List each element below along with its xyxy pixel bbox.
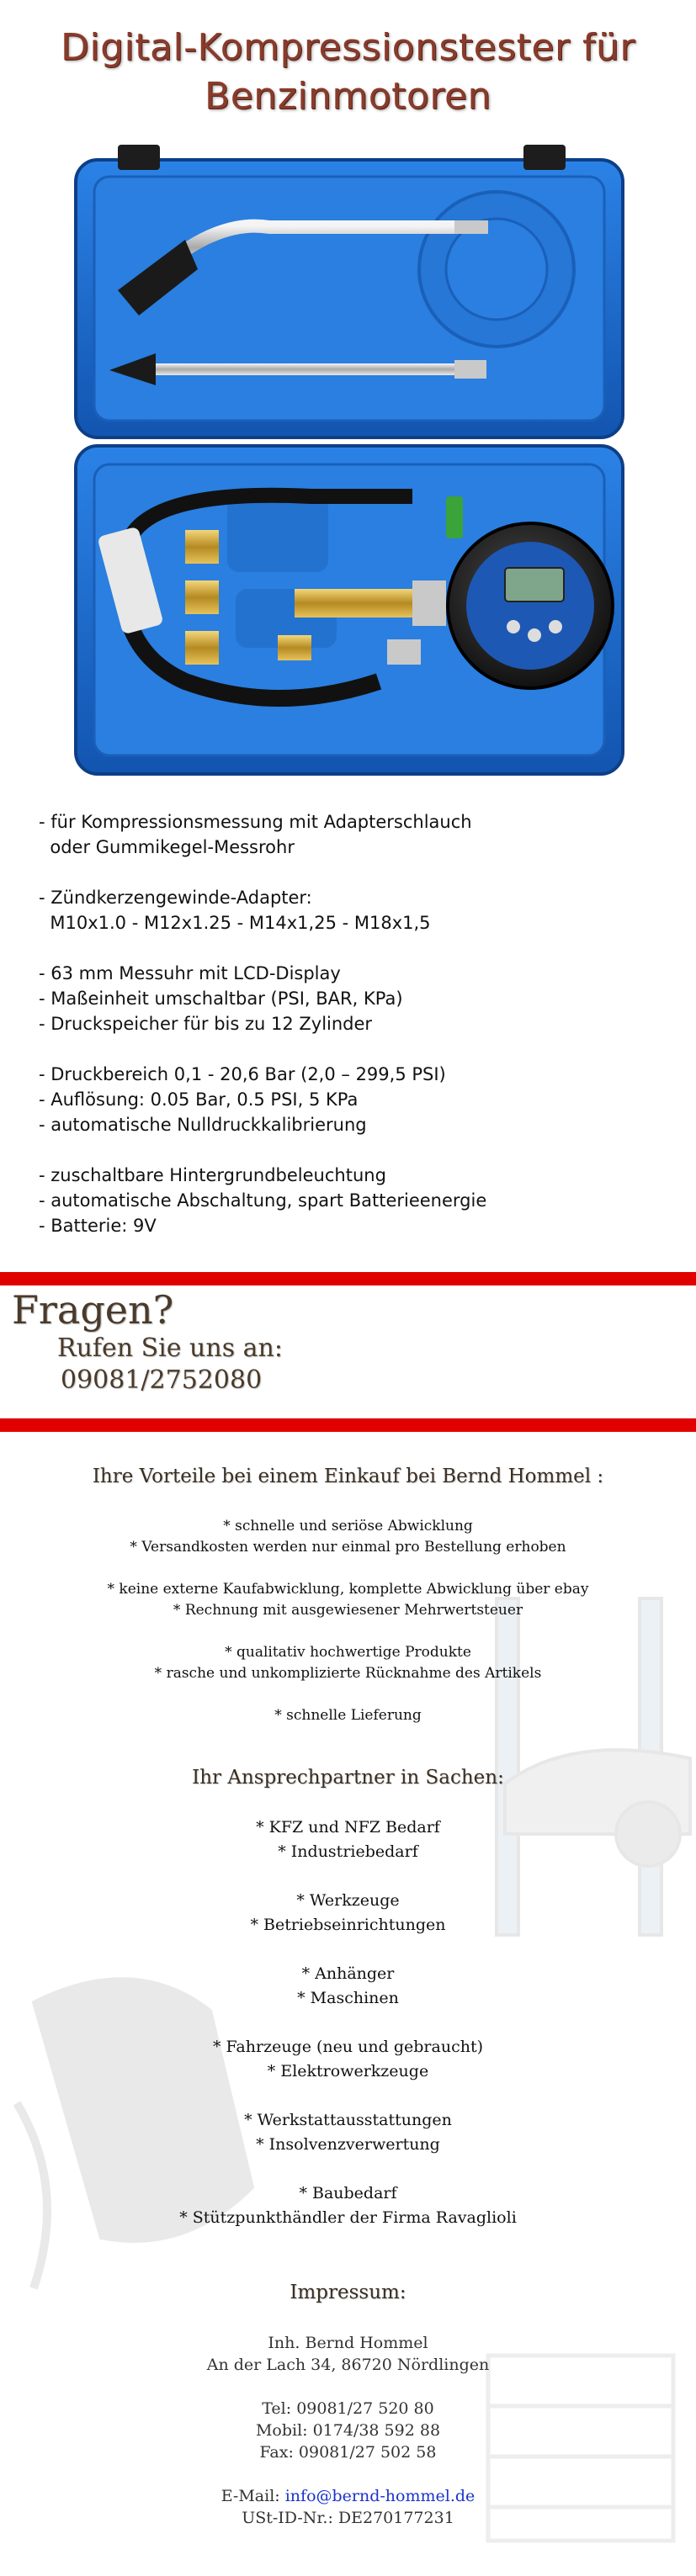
advantage-item: * qualitativ hochwertige Produkte [225, 1644, 471, 1661]
feature-item: - 63 mm Messuhr mit LCD-Display [39, 963, 341, 983]
partner-item: * Fahrzeuge (neu und gebraucht) [212, 2038, 483, 2056]
partner-item: * Industriebedarf [278, 1842, 418, 1861]
partner-item: * Maschinen [297, 1989, 399, 2007]
product-image [59, 143, 640, 782]
blank-line [0, 1684, 696, 1705]
divider-top [0, 1272, 696, 1285]
feature-item: - Zündkerzengewinde-Adapter: [39, 888, 312, 908]
blank-line [39, 1137, 661, 1163]
partner-item: * KFZ und NFZ Bedarf [256, 1818, 440, 1837]
blank-line [0, 2011, 696, 2035]
contact-block [12, 1287, 283, 1397]
info-section [0, 1430, 696, 2576]
product-title-line1: Digital-Kompressionstester für [60, 26, 636, 69]
impressum-heading: Impressum: [290, 2282, 406, 2303]
blank-line [0, 1621, 696, 1642]
feature-item: - zuschaltbare Hintergrundbeleuchtung [39, 1165, 386, 1185]
partner-list [0, 1815, 696, 2230]
product-title [0, 24, 696, 121]
impressum-line: Fax: 09081/27 502 58 [259, 2443, 437, 2462]
partner-item: * Insolvenzverwertung [256, 2135, 440, 2154]
blank-line [0, 1558, 696, 1579]
partner-item: * Werkzeuge [296, 1891, 400, 1910]
advantage-item: * keine externe Kaufabwicklung, komplette Abwicklung über ebay [107, 1581, 589, 1598]
feature-item: - für Kompressionsmessung mit Adapterschlauch [39, 812, 472, 832]
email-label: E-Mail: [220, 2487, 285, 2505]
contact-call-label: Rufen Sie uns an: [57, 1333, 283, 1363]
feature-item: - Auflösung: 0.05 Bar, 0.5 PSI, 5 KPa [39, 1089, 359, 1110]
blank-line [39, 860, 661, 885]
blank-line [0, 2376, 696, 2398]
partner-item: * Baubedarf [299, 2184, 397, 2202]
advantage-item: * rasche und unkomplizierte Rücknahme des Artikels [154, 1665, 542, 1682]
partner-heading: Ihr Ansprechpartner in Sachen: [192, 1767, 504, 1789]
feature-item: - automatische Abschaltung, spart Batterieenergie [39, 1190, 487, 1211]
blank-line [0, 2463, 696, 2485]
blank-line [39, 936, 661, 961]
blank-line [0, 1864, 696, 1889]
blank-line [39, 1036, 661, 1062]
partner-item: * Stützpunkthändler der Firma Ravaglioli [179, 2208, 517, 2227]
feature-list [39, 809, 661, 1238]
blank-line [0, 2157, 696, 2181]
partner-item: * Werkstattausstattungen [244, 2111, 452, 2129]
impressum-block [0, 2332, 696, 2529]
feature-item: - automatische Nulldruckkalibrierung [39, 1115, 367, 1135]
impressum-line: An der Lach 34, 86720 Nördlingen [206, 2356, 490, 2374]
advantages-list [0, 1516, 696, 1726]
partner-item: * Betriebseinrichtungen [250, 1916, 446, 1934]
impressum-line: Tel: 09081/27 520 80 [262, 2399, 434, 2418]
contact-phone: 09081/2752080 [61, 1365, 263, 1395]
email-line [0, 2485, 696, 2507]
feature-item: oder Gummikegel-Messrohr [39, 837, 295, 857]
product-title-line2: Benzinmotoren [205, 75, 491, 118]
impressum-line: Inh. Bernd Hommel [268, 2334, 428, 2352]
blank-line [0, 2084, 696, 2108]
blank-line [0, 1937, 696, 1962]
advantage-item: * Versandkosten werden nur einmal pro Bestellung erhoben [130, 1539, 566, 1556]
advantages-heading: Ihre Vorteile bei einem Einkauf bei Bernd Hommel : [92, 1466, 604, 1487]
feature-item: - Batterie: 9V [39, 1216, 157, 1236]
ust-id: USt-ID-Nr.: DE270177231 [242, 2509, 454, 2527]
feature-item: M10x1.0 - M12x1.25 - M14x1,25 - M18x1,5 [39, 913, 431, 933]
feature-item: - Maßeinheit umschaltbar (PSI, BAR, KPa) [39, 989, 403, 1009]
advantage-item: * Rechnung mit ausgewiesener Mehrwertsteuer [173, 1602, 523, 1619]
advantage-item: * schnelle und seriöse Abwicklung [223, 1518, 473, 1534]
advantage-item: * schnelle Lieferung [274, 1707, 422, 1724]
feature-item: - Druckspeicher für bis zu 12 Zylinder [39, 1014, 373, 1034]
partner-item: * Elektrowerkzeuge [267, 2062, 429, 2080]
partner-item: * Anhänger [301, 1964, 395, 1983]
contact-question: Fragen? [12, 1287, 174, 1333]
impressum-line: Mobil: 0174/38 592 88 [255, 2421, 441, 2440]
feature-item: - Druckbereich 0,1 - 20,6 Bar (2,0 – 299,5 PSI) [39, 1064, 446, 1084]
email-link[interactable]: info@bernd-hommel.de [284, 2487, 476, 2505]
